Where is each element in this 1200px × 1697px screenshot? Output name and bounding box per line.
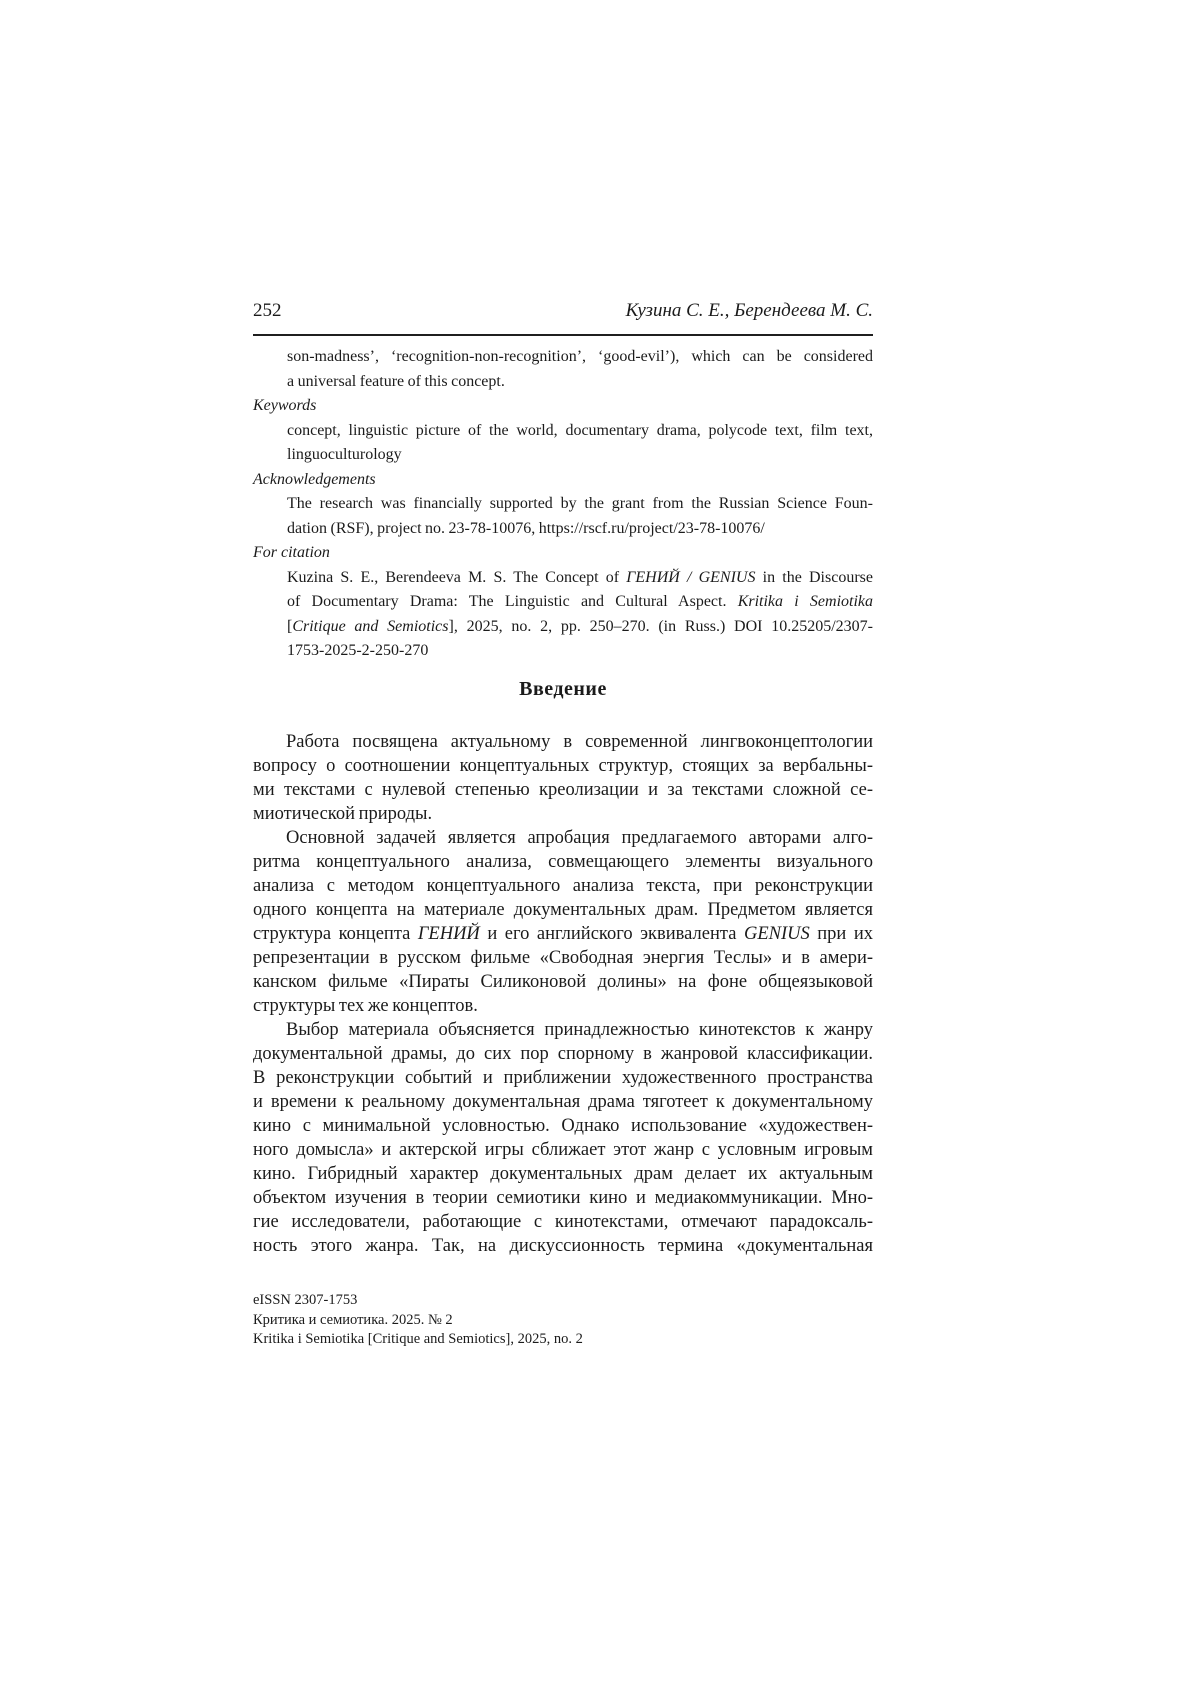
concept-name-italic: GENIUS: [743, 924, 810, 944]
text-line: dation (RSF), project no. 23-78-10076, https://rscf.ru/project/23-78-10076/: [287, 519, 765, 537]
text-line: одного концепта на материале документальных драм. Предметом является: [253, 900, 873, 920]
running-title: Кузина С. Е., Берендеева М. С.: [625, 300, 873, 321]
text-line: Выбор материала объясняется принадлежностью кинотекстов к жанру: [286, 1020, 873, 1040]
text-line: linguoculturology: [287, 446, 402, 463]
text-line: гие исследователи, работающие с кинотекстами, отмечают парадоксаль-: [253, 1212, 873, 1232]
text-line: son-madness’, ‘recognition-non-recognition’, ‘good-evil’), which can be considered: [287, 348, 873, 365]
text-line: [253, 922, 873, 946]
text-line: The research was financially supported by the grant from the Russian Science Foun-: [287, 495, 873, 512]
text-line: и времени к реальному документальная драма тяготеет к документальному: [253, 1092, 873, 1112]
acknowledgements-label: Acknowledgements: [253, 470, 376, 488]
eissn-line: eISSN 2307-1753: [253, 1292, 358, 1308]
text-line: 1753-2025-2-250-270: [287, 642, 429, 659]
text-line: кино. Гибридный характер документальных драм делает их актуальным: [253, 1164, 873, 1184]
page-footer: [253, 1291, 873, 1350]
paragraph: [253, 730, 873, 826]
journal-name-translated-italic: Critique and Semiotics: [292, 617, 449, 635]
text-line: миотической природы.: [253, 804, 433, 824]
text-line: вопросу о соотношении концептуальных структур, стоящих за вербальны-: [253, 756, 873, 776]
text-line: ми текстами с нулевой степенью креолизации и за текстами сложной се-: [253, 780, 873, 800]
page-header: [253, 300, 873, 322]
text-line: документальной драмы, до сих пор спорному в жанровой классификации.: [253, 1044, 873, 1064]
text-segment: структура концепта: [253, 924, 418, 944]
text-line: [287, 566, 873, 591]
journal-line-russian: Критика и семиотика. 2025. № 2: [253, 1311, 453, 1328]
paragraph: [253, 826, 873, 1018]
text-segment: при их: [809, 924, 874, 944]
text-line: Работа посвящена актуальному в современной лингвоконцептологии: [286, 732, 873, 752]
for-citation-label: For citation: [253, 544, 330, 561]
frontmatter: [253, 345, 873, 664]
text-line: a universal feature of this concept.: [287, 372, 505, 390]
text-line: Основной задачей является апробация предлагаемого авторами алго-: [286, 828, 873, 848]
citation-segment: [: [287, 617, 293, 635]
citation-segment: ], 2025, no. 2, pp. 250–270. (in Russ.) DOI 10.25205/2307-: [448, 617, 873, 635]
section-heading: Введение: [519, 678, 607, 700]
abstract-continuation: [253, 345, 873, 394]
header-rule: [253, 334, 873, 336]
citation-title-italic: ГЕНИЙ / GENIUS: [626, 568, 756, 586]
citation-segment: of Documentary Drama: The Linguistic and Cultural Aspect.: [287, 593, 738, 610]
text-line: [287, 590, 873, 615]
citation-text: [253, 566, 873, 664]
text-line: объектом изучения в теории семиотики кино и медиакоммуникации. Мно-: [253, 1188, 873, 1208]
text-line: ного домысла» и актерской игры сближает этот жанр с условным игровым: [253, 1140, 873, 1160]
citation-segment: Kuzina S. E., Berendeeva M. S. The Concept of: [287, 568, 627, 586]
text-segment: и его английского эквивалента: [479, 924, 744, 944]
text-line: [287, 615, 873, 640]
concept-name-italic: ГЕНИЙ: [417, 924, 480, 944]
text-line: канском фильме «Пираты Силиконовой долины» на фоне общеязыковой: [253, 972, 873, 992]
introduction-text: [253, 730, 873, 1258]
citation-segment: in the Discourse: [755, 568, 873, 586]
page-number: 252: [253, 300, 282, 321]
text-line: ность этого жанра. Так, на дискуссионность термина «документальная: [253, 1236, 873, 1256]
keywords-text: [253, 419, 873, 468]
text-line: ритма концептуального анализа, совмещающего элементы визуального: [253, 852, 873, 872]
keywords-label: Keywords: [253, 397, 317, 414]
journal-name-italic: Kritika i Semiotika: [737, 593, 873, 610]
text-line: кино с минимальной условностью. Однако использование «художествен-: [253, 1116, 873, 1136]
acknowledgements-text: [253, 492, 873, 541]
text-line: анализа с методом концептуального анализа текста, при реконструкции: [253, 876, 873, 896]
journal-line-translit: Kritika i Semiotika [Critique and Semiotics], 2025, no. 2: [253, 1331, 583, 1347]
text-line: В реконструкции событий и приближении художественного пространства: [253, 1068, 873, 1088]
paragraph: [253, 1018, 873, 1258]
text-line: структуры тех же концептов.: [253, 996, 478, 1016]
text-line: репрезентации в русском фильме «Свободная энергия Теслы» и в амери-: [253, 948, 873, 968]
text-line: concept, linguistic picture of the world, documentary drama, polycode text, film text,: [287, 421, 873, 439]
